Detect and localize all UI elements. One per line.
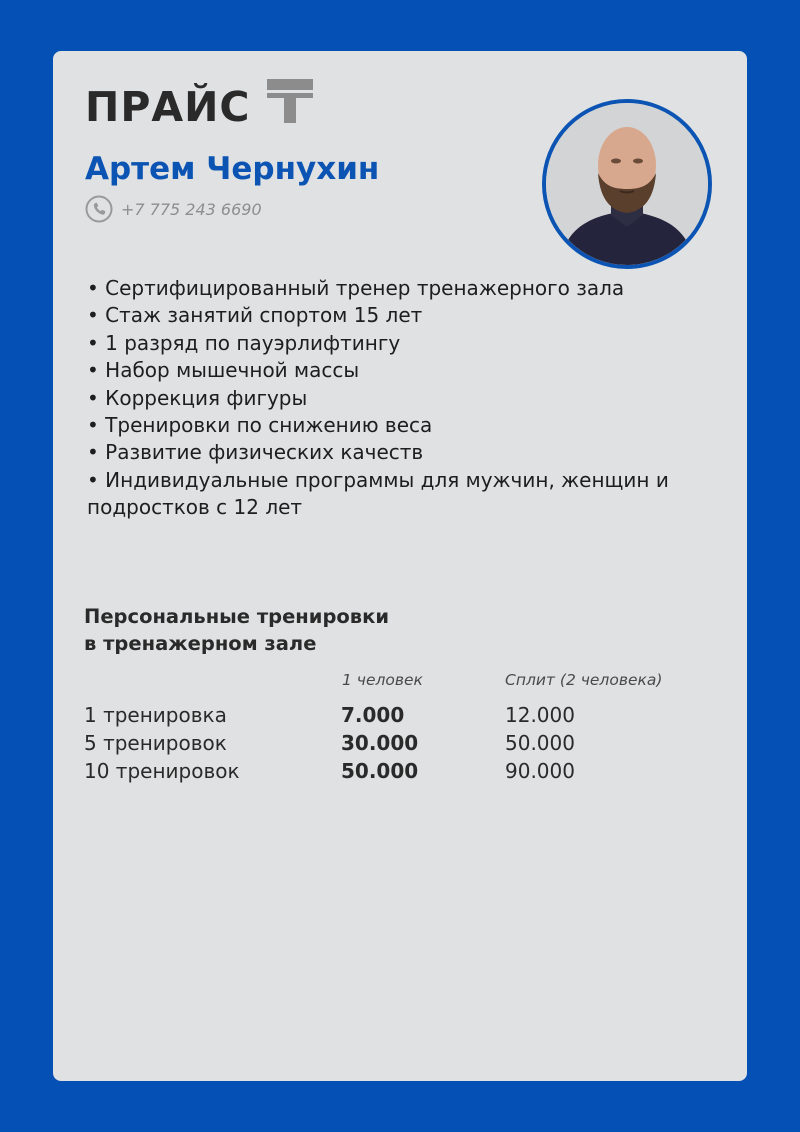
header (85, 82, 313, 131)
phone-number: +7 775 243 6690 (121, 199, 262, 219)
avatar (542, 99, 712, 269)
t-logo-icon (267, 79, 313, 123)
list-item: • Коррекция фигуры (87, 385, 308, 410)
list-item: • Развитие физических качеств (87, 440, 424, 465)
qualifications-list (87, 275, 727, 522)
price-split: 50.000 (505, 731, 575, 755)
pricing-title-line1: Персональные тренировки (84, 605, 390, 628)
row-label: 5 тренировок (84, 731, 227, 755)
price-card (53, 51, 747, 1081)
price-split: 12.000 (505, 703, 575, 727)
phone-row (85, 195, 262, 223)
list-item: • Тренировки по снижению веса (87, 413, 433, 438)
price-single: 50.000 (341, 759, 419, 783)
page-title: ПРАЙС (85, 82, 251, 131)
list-item: • Сертифицированный тренер тренажерного зала (87, 276, 625, 300)
list-item: • Индивидуальные программы для мужчин, женщин и подростков с 12 лет (87, 467, 669, 520)
row-label: 1 тренировка (84, 703, 227, 727)
column-header-single: 1 человек (342, 671, 423, 689)
trainer-name: Артем Чернухин (85, 151, 380, 187)
phone-icon (85, 195, 113, 223)
price-single: 30.000 (341, 731, 419, 755)
price-split: 90.000 (505, 759, 575, 783)
row-label: 10 тренировок (84, 759, 240, 783)
list-item: • Стаж занятий спортом 15 лет (87, 303, 423, 328)
pricing-title-line2: в тренажерном зале (84, 632, 317, 655)
column-header-split: Сплит (2 человека) (505, 671, 663, 689)
trainer-photo (546, 103, 708, 265)
pricing-title (84, 603, 389, 657)
price-single: 7.000 (341, 703, 405, 727)
list-item: • Набор мышечной массы (87, 358, 360, 383)
list-item: • 1 разряд по пауэрлифтингу (87, 330, 401, 355)
